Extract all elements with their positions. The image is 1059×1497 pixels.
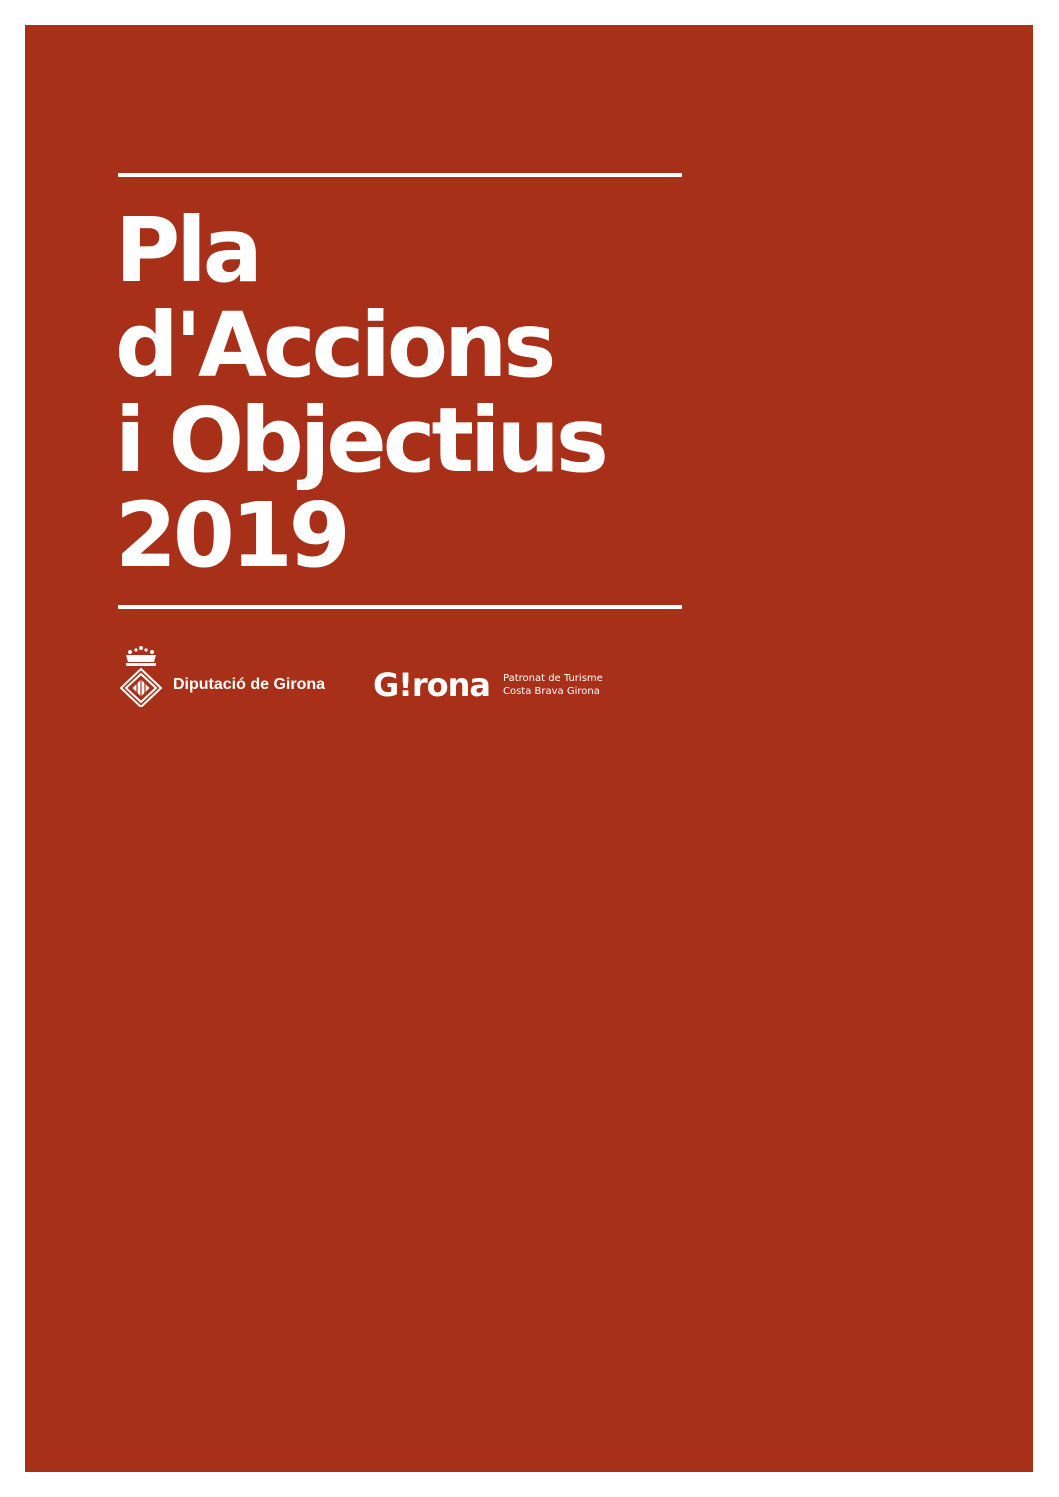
title-line-4: 2019 (115, 483, 347, 587)
bottom-rule (118, 605, 682, 609)
patronat-line-2: Costa Brava Girona (503, 686, 600, 697)
coat-of-arms-icon (118, 645, 164, 707)
top-rule (118, 173, 682, 177)
cover-page (25, 25, 1033, 1472)
title-line-1: Pla (115, 198, 259, 302)
patronat-line-1: Patronat de Turisme (503, 673, 603, 684)
girona-wordmark: G!rona (373, 666, 490, 704)
diputacio-name: Diputació de Girona (173, 676, 326, 693)
title-line-2: d'Accions (115, 293, 553, 397)
title-line-3: i Objectius (115, 388, 605, 492)
patronat-subtitle (503, 672, 603, 698)
patronat-turisme-logo (373, 665, 603, 705)
document-title (115, 198, 735, 587)
diputacio-logo (118, 645, 325, 707)
